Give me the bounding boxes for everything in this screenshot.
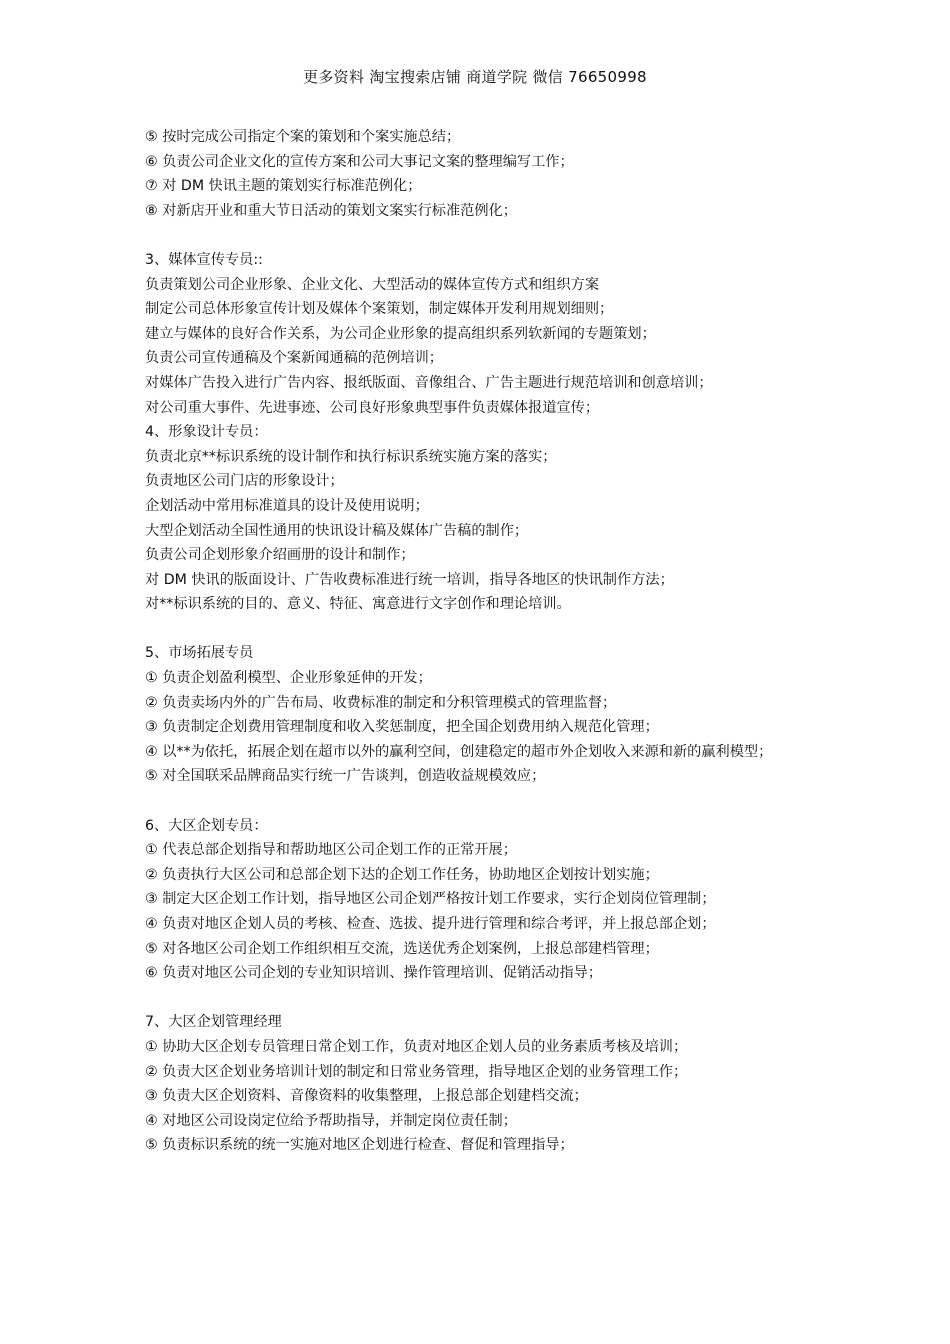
list-item: 企划活动中常用标准道具的设计及使用说明； [145,497,429,514]
list-item: 对公司重大事件、先进事迹、公司良好形象典型事件负责媒体报道宣传； [145,399,600,416]
list-item: 对 DM 快讯的版面设计、广告收费标准进行统一培训，指导各地区的快讯制作方法； [145,571,674,588]
list-item: ⑤ 负责标识系统的统一实施对地区企划进行检查、督促和管理指导； [145,1137,574,1154]
spacer [145,617,813,642]
list-item: ② 负责执行大区公司和总部企划下达的企划工作任务，协助地区企划按计划实施； [145,866,659,883]
list-item: ⑤ 对全国联采品牌商品实行统一广告谈判，创造收益规模效应； [145,768,546,785]
list-item: ⑥ 负责公司企业文化的宣传方案和公司大事记文案的整理编写工作； [145,153,574,170]
list-item: ① 代表总部企划指导和帮助地区公司企划工作的正常开展； [145,842,517,859]
list-item: ⑧ 对新店开业和重大节日活动的策划文案实行标准范例化； [145,202,517,219]
spacer [145,789,813,814]
list-item: ⑤ 对各地区公司企划工作组织相互交流，选送优秀企划案例，上报总部建档管理； [145,940,659,957]
page-header: 更多资料 淘宝搜索店铺 商道学院 微信 76650998 [303,68,647,86]
list-item: ⑤ 按时完成公司指定个案的策划和个案实施总结； [145,129,461,145]
section-heading: 6、大区企划专员： [145,817,268,834]
list-item: 负责公司宣传通稿及个案新闻通稿的范例培训； [145,350,443,367]
list-item: ④ 以**为依托，拓展企划在超市以外的赢利空间，创建稳定的超市外企划收入来源和新的赢利模型； [145,743,773,760]
list-item: ④ 负责对地区企划人员的考核、检查、选拔、提升进行管理和综合考评，并上报总部企划； [145,916,716,932]
list-item: ③ 负责制定企划费用管理制度和收入奖惩制度，把全国企划费用纳入规范化管理； [145,719,659,736]
list-item: ③ 制定大区企划工作计划，指导地区公司企划严格按计划工作要求，实行企划岗位管理制； [145,891,716,908]
spacer [145,986,813,1011]
list-item: 负责北京**标识系统的设计制作和执行标识系统实施方案的落实； [145,448,557,465]
section-heading: 4、形象设计专员： [145,424,268,441]
list-item: ② 负责卖场内外的广告布局、收费标准的制定和分积管理模式的管理监督； [145,694,617,711]
list-item: 建立与媒体的良好合作关系，为公司企业形象的提高组织系列软新闻的专题策划； [145,325,656,342]
section-market-expansion [145,641,813,789]
list-item: ① 负责企划盈利模型、企业形象延伸的开发； [145,670,432,687]
intro-items [145,125,813,223]
list-item: 制定公司总体形象宣传计划及媒体个案策划，制定媒体开发利用规划细则； [145,301,614,318]
section-image-design [145,420,813,617]
list-item: ① 协助大区企划专员管理日常企划工作，负责对地区企划人员的业务素质考核及培训； [145,1038,688,1055]
section-heading: 7、大区企划管理经理 [145,1014,282,1031]
list-item: ④ 对地区公司设岗定位给予帮助指导，并制定岗位责任制； [145,1112,517,1129]
section-media-publicity [145,248,813,420]
list-item: 对媒体广告投入进行广告内容、报纸版面、音像组合、广告主题进行规范培训和创意培训； [145,374,713,391]
document-body [145,125,813,1158]
list-item: ② 负责大区企划业务培训计划的制定和日常业务管理，指导地区企划的业务管理工作； [145,1063,688,1080]
list-item: ③ 负责大区企划资料、音像资料的收集整理，上报总部企划建档交流； [145,1088,588,1105]
list-item: 负责地区公司门店的形象设计； [145,473,344,490]
list-item: 负责策划公司企业形象、企业文化、大型活动的媒体宣传方式和组织方案 [145,276,600,293]
spacer [145,223,813,248]
section-heading: 5、市场拓展专员 [145,645,254,662]
section-heading: 3、媒体宣传专员:: [145,251,263,268]
list-item: 对**标识系统的目的、意义、特征、寓意进行文字创作和理论培训。 [145,596,571,613]
section-regional-manager [145,1010,813,1158]
list-item: ⑥ 负责对地区公司企划的专业知识培训、操作管理培训、促销活动指导； [145,965,603,982]
list-item: 负责公司企划形象介绍画册的设计和制作； [145,547,415,564]
list-item: 大型企划活动全国性通用的快讯设计稿及媒体广告稿的制作； [145,522,529,539]
list-item: ⑦ 对 DM 快讯主题的策划实行标准范例化； [145,178,422,195]
section-regional-planning [145,814,813,986]
